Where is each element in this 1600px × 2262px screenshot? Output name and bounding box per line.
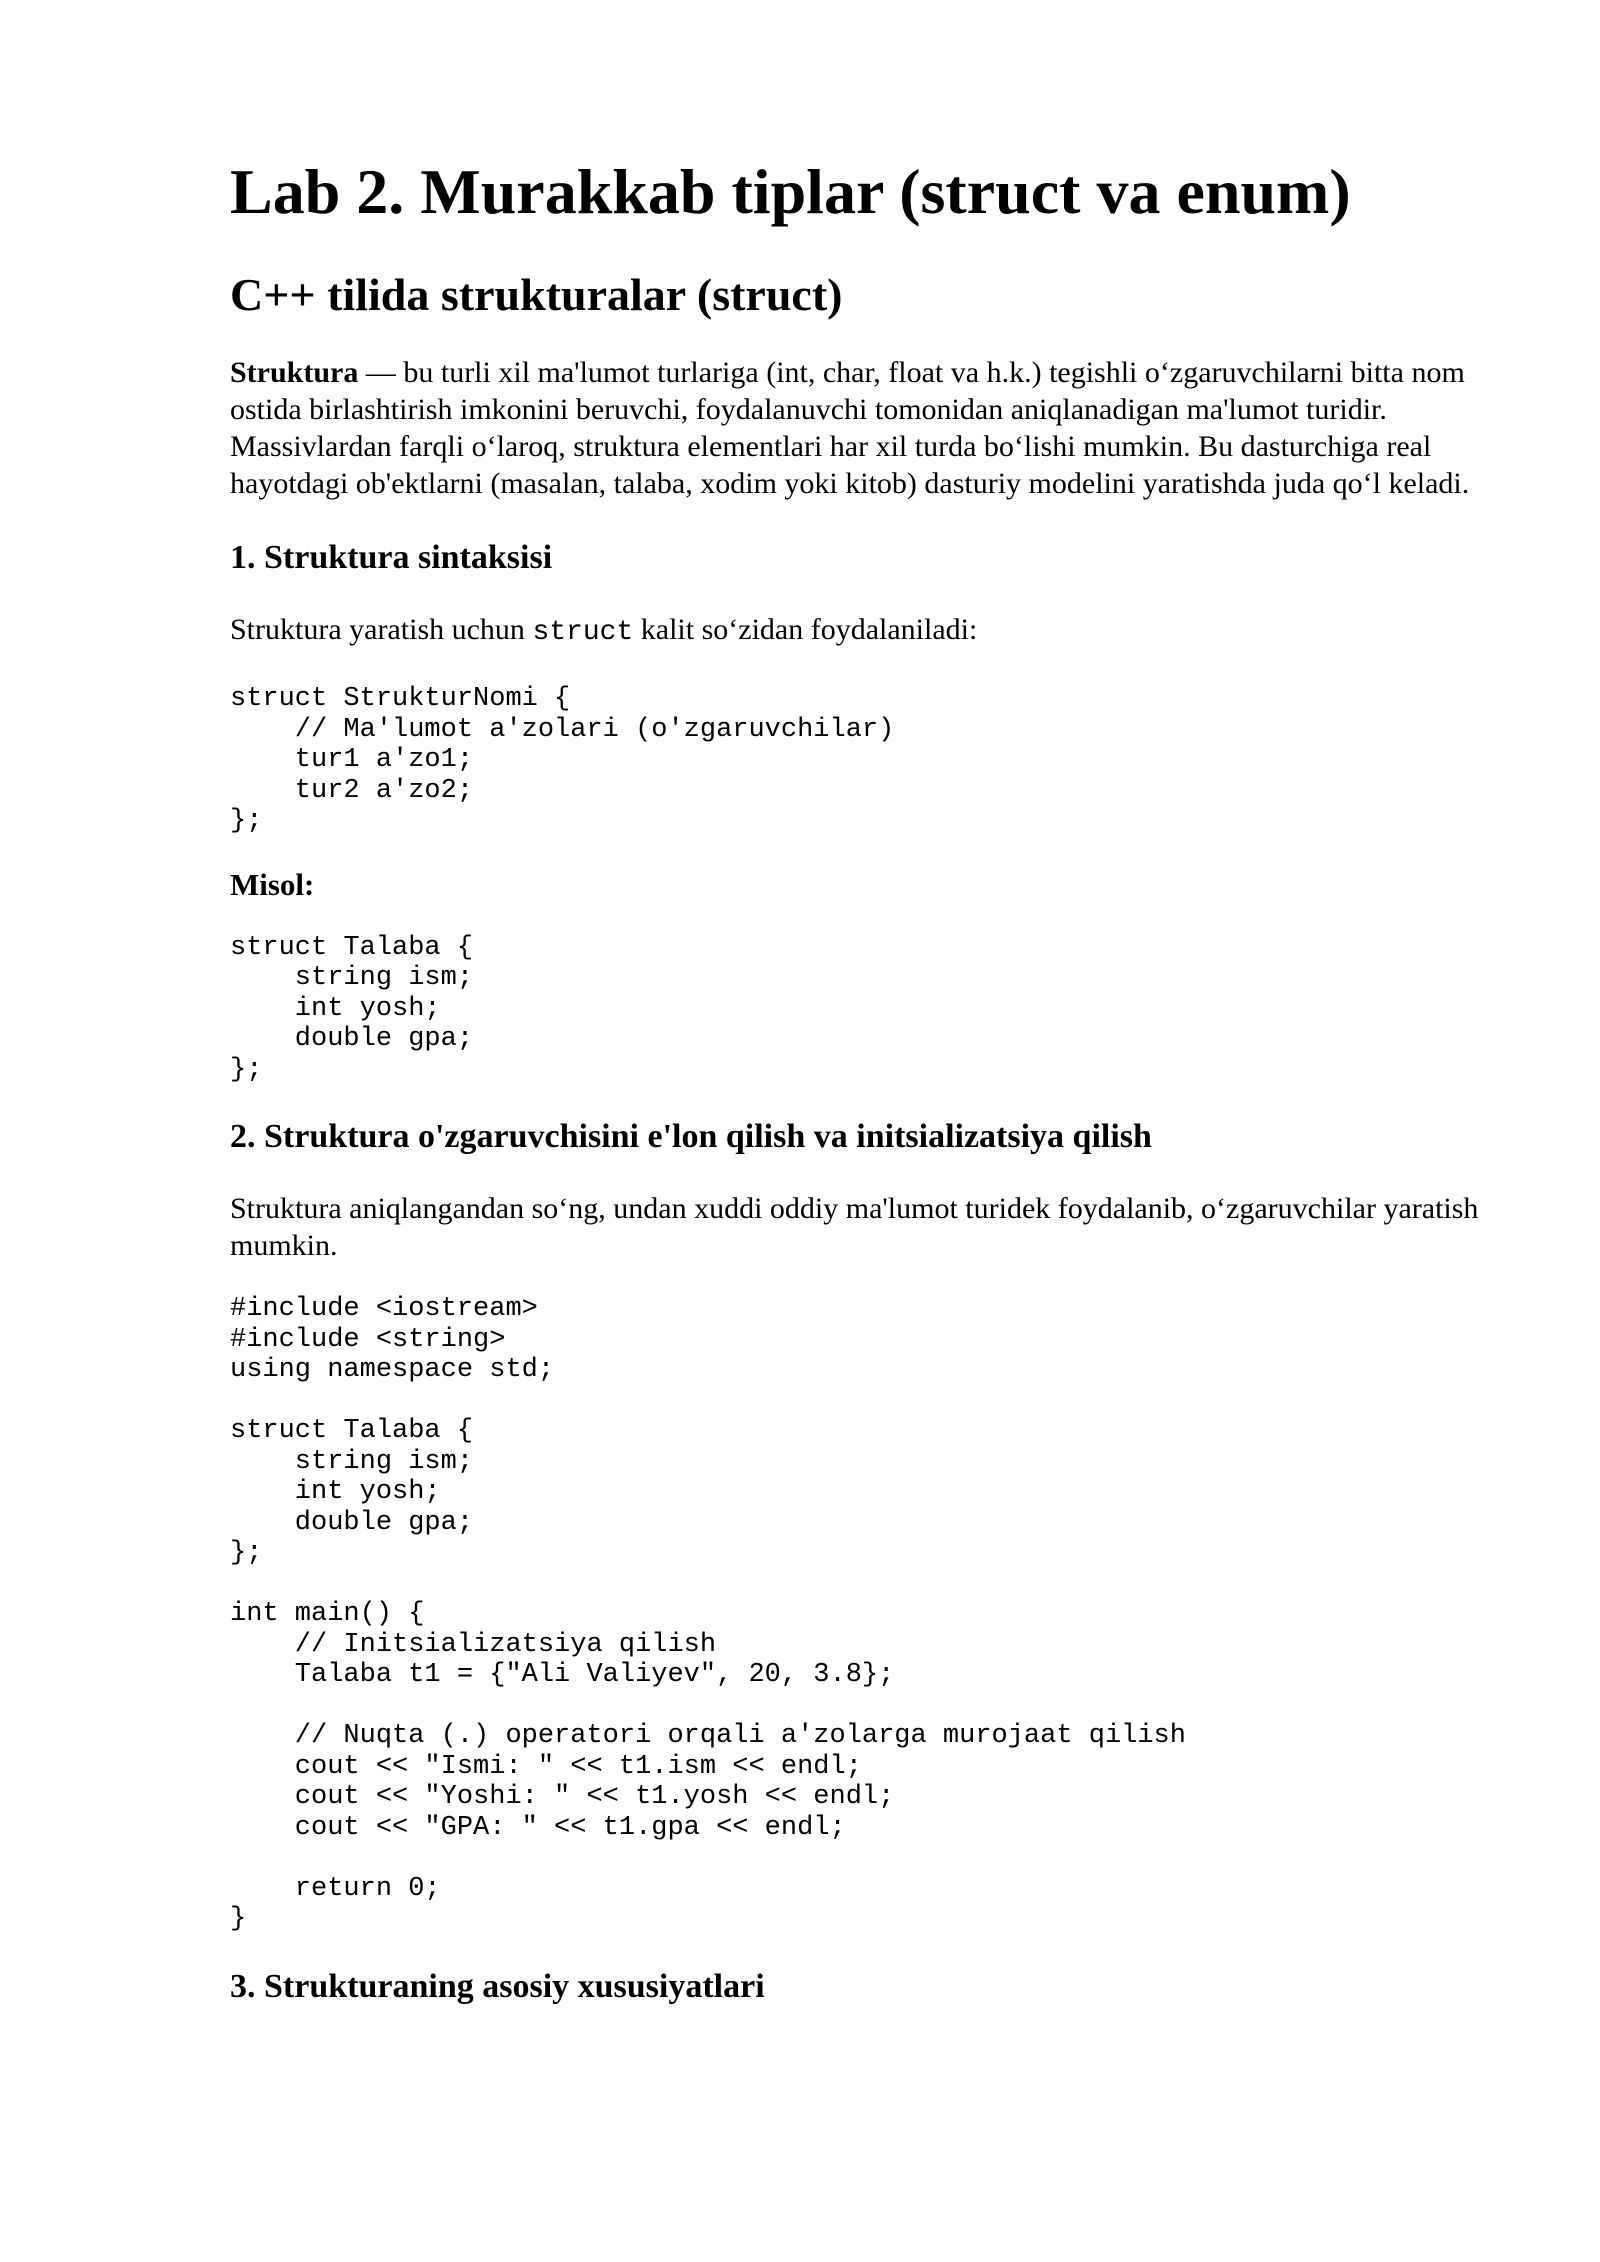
section2-heading: 2. Struktura o'zgaruvchisini e'lon qilish va initsializatsiya qilish xyxy=(230,1118,1152,1155)
intro-text: — bu turli xil ma'lumot turlariga (int, char, float va h.k.) tegishli o‘zgaruvchilarni bitta nom ostida birlashtirish imkonini beruvchi, foydalanuvchi tomonidan aniqlanadigan ma'lumot turidir. Massivlardan farqli o‘laroq, struktura elementlari har xil turda bo‘lishi mumkin. Bu dasturchiga real hayotdagi ob'ektlarni (masalan, talaba, xodim yoki kitob) dasturiy modelini yaratishda juda qo‘l keladi. xyxy=(230,356,1470,500)
document-page xyxy=(230,0,1480,2007)
section3-heading: 3. Strukturaning asosiy xususiyatlari xyxy=(230,1967,765,2005)
section-subtitle: C++ tilida strukturalar (struct) xyxy=(230,269,843,320)
section1-heading: 1. Struktura sintaksisi xyxy=(230,539,553,576)
syntax-code-block: struct StrukturNomi { // Ma'lumot a'zolari (o'zgaruvchilar) tur1 a'zo1; tur2 a'zo2; }; xyxy=(230,684,895,836)
example-label: Misol: xyxy=(230,866,315,902)
main-code-block: #include <iostream> #include <string> using namespace std; struct Talaba { string ism; int yosh; double gpa; }; int main() { // Initsializatsiya qilish Talaba t1 = {"Ali Valiyev", 20, 3.8}; // Nuqta (.) operatori orqali a'zolarga murojaat qilish cout << "Ismi: " << t1.ism << endl; cout << "Yoshi: " << t1.yosh << endl; cout << "GPA: " << t1.gpa << endl; return 0; } xyxy=(230,1294,1186,1934)
section1-text-after: kalit so‘zidan foydalaniladi: xyxy=(633,613,978,646)
section1-text-before: Struktura yaratish uchun xyxy=(230,613,533,646)
document-title: Lab 2. Murakkab tiplar (struct va enum) xyxy=(230,156,1351,227)
section2-paragraph: Struktura aniqlangandan so‘ng, undan xuddi oddiy ma'lumot turidek foydalanib, o‘zgaruvchilar yaratish mumkin. xyxy=(230,1192,1479,1262)
section1-paragraph xyxy=(230,611,1480,651)
intro-paragraph xyxy=(230,354,1480,502)
intro-term: Struktura xyxy=(230,356,359,389)
example-code-block: struct Talaba { string ism; int yosh; double gpa; }; xyxy=(230,932,474,1085)
struct-keyword: struct xyxy=(532,617,634,648)
